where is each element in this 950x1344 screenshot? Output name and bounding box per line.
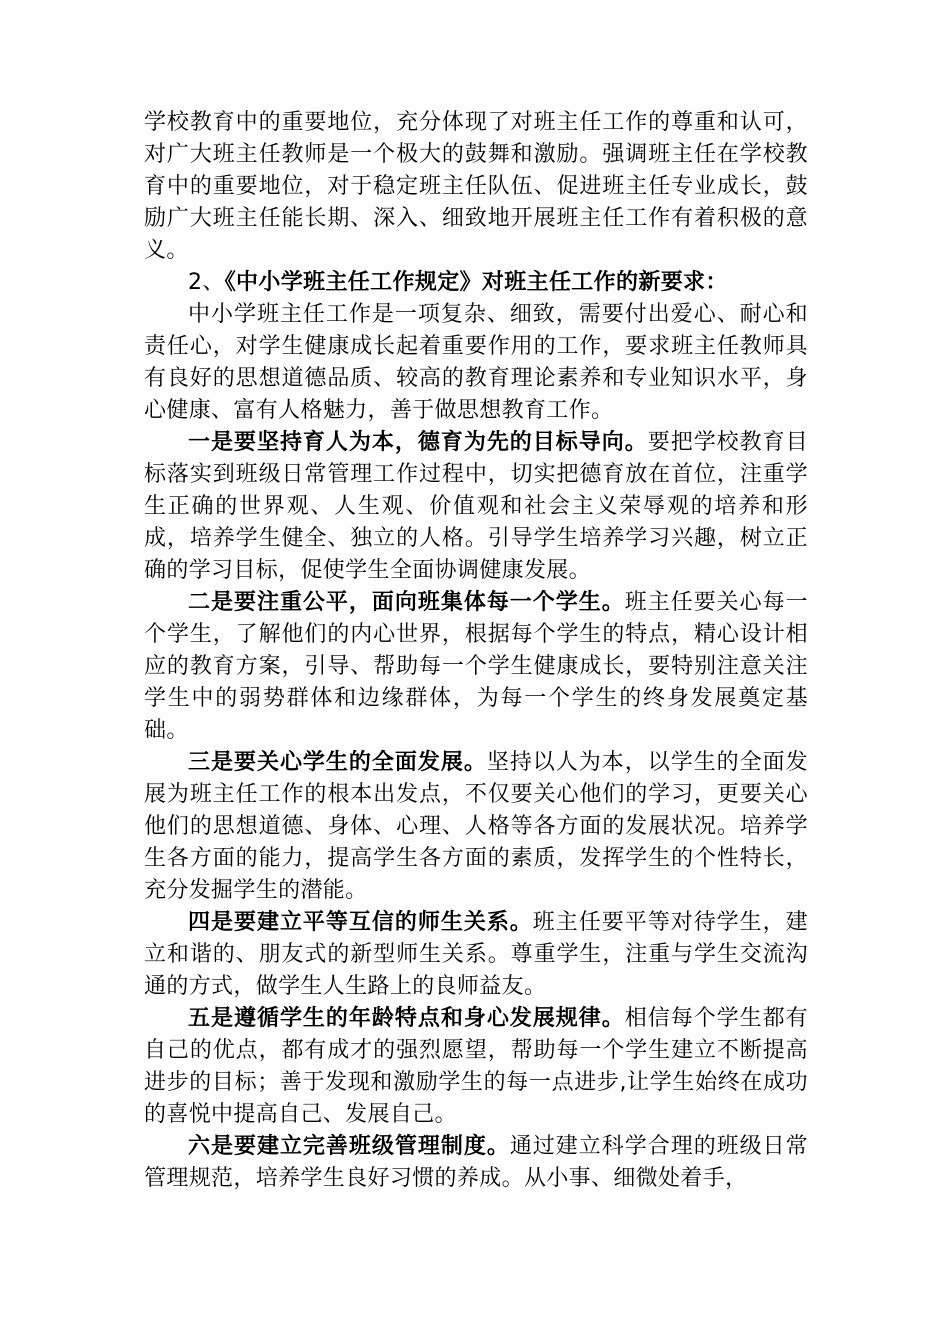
document-body — [144, 107, 808, 1195]
requirement-lead: 四是要建立平等互信的师生关系。 — [188, 910, 533, 935]
paragraph-1 — [144, 107, 808, 267]
paragraph-requirement-6 — [144, 1131, 808, 1195]
paragraph-requirement-3 — [144, 747, 808, 907]
requirement-lead: 五是遵循学生的年龄特点和身心发展规律。 — [188, 1006, 625, 1031]
requirement-lead: 三是要关心学生的全面发展。 — [188, 750, 487, 775]
requirement-lead: 六是要建立完善班级管理制度。 — [188, 1134, 510, 1159]
paragraph-3 — [144, 299, 808, 427]
paragraph-requirement-5 — [144, 1003, 808, 1131]
paragraph-text: 中小学班主任工作是一项复杂、细致，需要付出爱心、耐心和责任心，对学生健康成长起着重要作用的工作，要求班主任教师具有良好的思想道德品质、较高的教育理论素养和专业知识水平，身心健康、富有人格魅力，善于做思想教育工作。 — [144, 302, 808, 423]
paragraph-text: 坚持以人为本，以学生的全面发展为班主任工作的根本出发点，不仅要关心他们的学习，更要关心他们的思想道德、身体、心理、人格等各方面的发展状况。培养学生各方面的能力，提高学生各方面的素质，发挥学生的个性特长，充分发掘学生的潜能。 — [144, 750, 808, 903]
paragraph-requirement-4 — [144, 907, 808, 1003]
section-number: 2、 — [188, 270, 225, 295]
paragraph-text: 通过建立科学合理的班级日常管理规范，培养学生良好习惯的养成。从小事、细微处着手， — [144, 1134, 808, 1191]
paragraph-requirement-2 — [144, 587, 808, 747]
section-heading-2 — [144, 267, 808, 299]
paragraph-text: 班主任要关心每一个学生，了解他们的内心世界，根据每个学生的特点，精心设计相应的教育方案，引导、帮助每一个学生健康成长，要特别注意关注学生中的弱势群体和边缘群体，为每一个学生的终身发展奠定基础。 — [144, 590, 808, 743]
requirement-lead: 一是要坚持育人为本，德育为先的目标导向。 — [188, 430, 648, 455]
requirement-lead: 二是要注重公平，面向班集体每一个学生。 — [188, 590, 625, 615]
section-heading-text: 《中小学班主任工作规定》对班主任工作的新要求： — [224, 270, 728, 295]
paragraph-text: 班主任要平等对待学生，建立和谐的、朋友式的新型师生关系。尊重学生，注重与学生交流沟通的方式，做学生人生路上的良师益友。 — [144, 910, 808, 999]
paragraph-text: 相信每个学生都有自己的优点，都有成才的强烈愿望，帮助每一个学生建立不断提高进步的目标；善于发现和激励学生的每一点进步,让学生始终在成功的喜悦中提高自己、发展自己。 — [144, 1006, 808, 1127]
paragraph-text: 学校教育中的重要地位，充分体现了对班主任工作的尊重和认可，对广大班主任教师是一个极大的鼓舞和激励。强调班主任在学校教育中的重要地位，对于稳定班主任队伍、促进班主任专业成长，鼓励广大班主任能长期、深入、细致地开展班主任工作有着积极的意义。 — [144, 110, 808, 263]
paragraph-requirement-1 — [144, 427, 808, 587]
paragraph-text: 要把学校教育目标落实到班级日常管理工作过程中，切实把德育放在首位，注重学生正确的世界观、人生观、价值观和社会主义荣辱观的培养和形成，培养学生健全、独立的人格。引导学生培养学习兴趣，树立正确的学习目标，促使学生全面协调健康发展。 — [144, 430, 808, 583]
